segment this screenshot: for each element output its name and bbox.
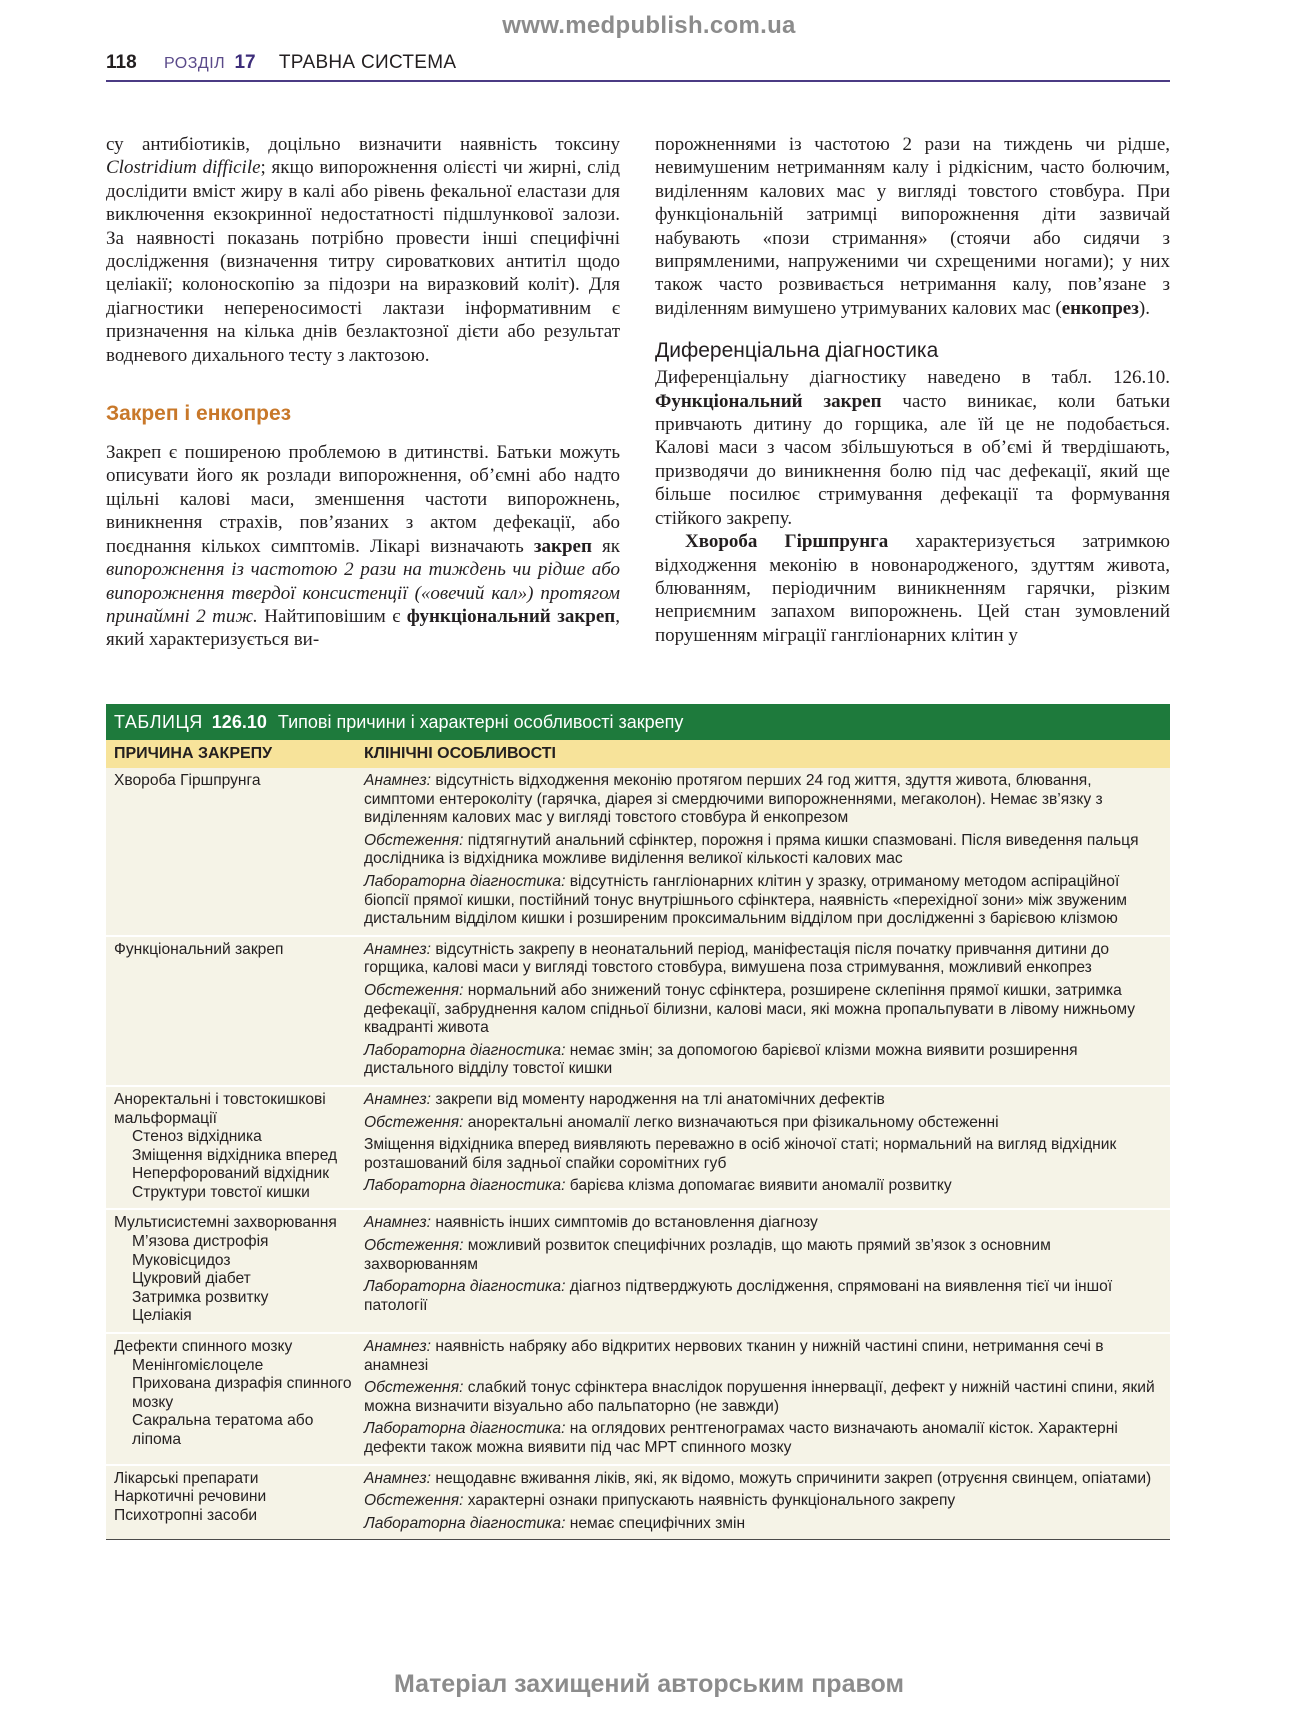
right-paragraph-1: порожненнями із частотою 2 рази на тиждень чи рідше, невимушеним нетриманням калу і рідкісним, часто болючим, виділенням калових мас у вигляді товстого стовбура. При функціональній затримці випорожнення діти зазвичай набувають «пози стримання» (стоячи або сидячи з випрямленими, напруженими чи схрещеними ногами); у них також часто розвивається нетримання калу, пов’язане з виділенням вимушено утримуваних калових мас (енкопрез). xyxy=(655,134,1170,319)
cause-name: Мультисистемні захворювання xyxy=(114,1214,337,1232)
section-title: ТРАВНА СИСТЕМА xyxy=(278,52,457,73)
column-header-cause: ПРИЧИНА ЗАКРЕПУ xyxy=(114,745,273,762)
examination-text: підтягнутий анальний сфінктер, порожня і пряма кишки спазмовані. Після виведення пальця дослідника із відхідника можливе виділення великої кількості калових мас xyxy=(364,831,1139,868)
examination xyxy=(364,1114,1164,1133)
right-column xyxy=(655,133,1170,647)
anamnesis-text: відсутність відходження меконію протягом перших 24 год життя, здуття живота, блювання, симптоми ентероколіту (гарячка, діарея зі смердючими випорожненнями, мегаколон). Немає зв’язку з виділенням калових мас у вигляді товстого стовбура й енкопрезом xyxy=(364,772,1103,827)
cause-name: Аноректальні і товстокишкові мальформації xyxy=(114,1090,326,1127)
features-cell xyxy=(364,1338,1170,1458)
lab-diagnostics-label: Лабораторна діагностика: xyxy=(364,1514,566,1532)
section-number: 17 xyxy=(234,52,256,73)
examination-text: слабкий тонус сфінктера внаслідок порушення іннервації, дефект у нижній частині спини, який можна визначити візуально або пальпаторно (не завжди) xyxy=(364,1379,1155,1415)
examination xyxy=(364,1237,1164,1274)
anamnesis-label: Анамнез: xyxy=(364,1469,432,1487)
lab-diagnostics-label: Лабораторна діагностика: xyxy=(364,1177,566,1195)
anamnesis-label: Анамнез: xyxy=(364,1090,432,1108)
examination-label: Обстеження: xyxy=(364,1237,464,1255)
examination xyxy=(364,1492,1164,1511)
lab-diagnostics xyxy=(364,1177,1164,1196)
examination xyxy=(364,982,1164,1038)
cause-subitem: Неперфорований відхідник xyxy=(132,1165,330,1183)
cause-subitem: М’язова дистрофія xyxy=(132,1233,269,1251)
left-paragraph-2: Закреп є поширеною проблемою в дитинстві. Батьки можуть описувати його як розлади випорожнення, об’ємні або надто щільні калові маси, зменшення частоти випорожнень, виникнення страхів, пов’язаних з актом дефекації, або поєднання кількох симптомів. Лікарі визначають закреп як випорожнення із частотою 2 рази на тиждень чи рідше або випорожнення твердої консистенції («овечий кал») протягом принаймні 2 тиж. Найтиповішим є функціональний закреп, який характеризується ви- xyxy=(106,442,620,651)
anamnesis-label: Анамнез: xyxy=(364,1338,432,1356)
cause-cell xyxy=(106,772,364,929)
anamnesis-label: Анамнез: xyxy=(364,772,432,789)
lab-diagnostics-text: діагноз підтверджують дослідження, спрямовані на виявлення тієї чи іншої патології xyxy=(364,1278,1113,1314)
cause-subitem: Затримка розвитку xyxy=(132,1288,269,1306)
cause-subitem: Зміщення відхідника вперед xyxy=(132,1146,338,1164)
cause-subitem: Прихована дизрафія спинного мозку xyxy=(132,1375,352,1411)
lab-diagnostics-text: немає специфічних змін xyxy=(565,1514,746,1532)
lab-diagnostics-text: відсутність гангліонарних клітин у зразку, отриманому методом аспіраційної біопсії прямої кишки, постійний тонус внутрішнього сфінктера, наявність «перехідної зони» між звуженим дистальним відділом кишки і розширеним проксимальним відділом при дослідженні з барієвою клізмою xyxy=(364,872,1128,928)
lab-diagnostics xyxy=(364,873,1164,929)
page-number: 118 xyxy=(106,52,137,73)
features-cell xyxy=(364,941,1170,1079)
examination-label: Обстеження: xyxy=(364,1113,464,1131)
cause-subitem: Структури товстої кишки xyxy=(132,1183,310,1201)
section-heading-constipation: Закреп і енкопрез xyxy=(106,402,292,426)
lab-diagnostics-text: барієва клізма допомагає виявити аномалії розвитку xyxy=(565,1177,952,1195)
cause-line: Наркотичні речовини xyxy=(114,1488,267,1506)
examination-label: Обстеження: xyxy=(364,831,464,849)
left-column xyxy=(106,133,620,652)
examination-text: характерні ознаки припускають наявність функціонального закрепу xyxy=(463,1492,956,1510)
header-rule xyxy=(106,80,1170,82)
section-label: РОЗДІЛ xyxy=(163,55,226,72)
cause-cell xyxy=(106,1214,364,1326)
table-row xyxy=(106,1332,1170,1464)
anamnesis-text: закрепи від моменту народження на тлі анатомічних дефектів xyxy=(431,1090,885,1108)
lab-diagnostics-label: Лабораторна діагностика: xyxy=(364,1420,566,1438)
cause-line: Психотропні засоби xyxy=(114,1506,258,1524)
lab-diagnostics xyxy=(364,1042,1164,1079)
examination xyxy=(364,832,1164,869)
right-paragraph-3: Хвороба Гіршпрунга характеризується затримкою відходження меконію в новонародженого, здуттям живота, блюванням, періодичним виникненням гарячки, різким неприємним запахом випорожнень. Цей стан зумовлений порушенням міграції гангліонарних клітин у xyxy=(655,531,1170,646)
anamnesis-text: наявність інших симптомів до встановлення діагнозу xyxy=(431,1214,818,1232)
table-row xyxy=(106,1085,1170,1209)
examination xyxy=(364,1379,1164,1416)
running-header xyxy=(106,52,1170,80)
cause-cell xyxy=(106,1470,364,1534)
table-header-row xyxy=(106,740,1170,768)
lab-diagnostics-text: немає змін; за допомогою барієвої клізми можна виявити розширення дистального відділу товстої кишки xyxy=(364,1041,1078,1078)
anamnesis-text: нещодавнє вживання ліків, які, як відомо, можуть спричинити закреп (отруєння свинцем, опіатами) xyxy=(431,1469,1152,1487)
cause-subitem: Цукровий діабет xyxy=(132,1270,251,1288)
cause-cell xyxy=(106,1091,364,1203)
anamnesis xyxy=(364,1214,1164,1233)
table-title: Типові причини і характерні особливості закрепу xyxy=(277,712,684,732)
cause-name: Функціональний закреп xyxy=(114,940,284,958)
lab-diagnostics-text: на оглядових рентгенограмах часто визначають аномалії кісток. Характерні дефекти також можна виявити під час МРТ спинного мозку xyxy=(364,1420,1118,1456)
lab-diagnostics-label: Лабораторна діагностика: xyxy=(364,872,566,890)
anamnesis xyxy=(364,772,1164,828)
features-cell xyxy=(364,1470,1170,1534)
examination-label: Обстеження: xyxy=(364,1379,464,1397)
cause-subitem: Сакральна тератома або ліпома xyxy=(132,1412,314,1448)
cause-subitem: Менінгомієлоцеле xyxy=(132,1356,264,1374)
anamnesis-label: Анамнез: xyxy=(364,1214,432,1232)
right-paragraph-2: Диференціальну діагностику наведено в табл. 126.10. Функціональний закреп часто виникає, коли батьки привчають дитину до горщика, але їй це не подобається. Калові маси з часом збільшуються в об’ємі й твердішають, призводячи до виникнення болю під час дефекації, який ще більше посилює стримування дефекації та формування стійкого закрепу. xyxy=(655,367,1170,529)
examination-label: Обстеження: xyxy=(364,981,464,999)
anamnesis xyxy=(364,1091,1164,1110)
cause-cell xyxy=(106,941,364,1079)
table-row xyxy=(106,768,1170,935)
lab-diagnostics xyxy=(364,1515,1164,1534)
examination-note xyxy=(364,1136,1164,1173)
table-number: 126.10 xyxy=(211,712,267,732)
table-row xyxy=(106,935,1170,1085)
examination-text: можливий розвиток специфічних розладів, що мають прямий зв’язок з основним захворюванням xyxy=(364,1237,1051,1273)
anamnesis-text: наявність набряку або відкритих нервових тканин у нижній частині спини, нетримання сечі в анамнезі xyxy=(364,1338,1104,1374)
anamnesis xyxy=(364,941,1164,978)
anamnesis xyxy=(364,1470,1164,1489)
examination-text: аноректальні аномалії легко визначаються при фізикальному обстеженні xyxy=(463,1113,999,1131)
features-cell xyxy=(364,772,1170,929)
cause-name: Дефекти спинного мозку xyxy=(114,1338,293,1356)
lab-diagnostics-label: Лабораторна діагностика: xyxy=(364,1041,566,1059)
left-paragraph-1: су антибіотиків, доцільно визначити наявність токсину Clostridium difficile; якщо випорожнення олієсті чи жирні, слід дослідити вміст жиру в калі або рівень фекальної еластази для виключення екзокринної недостатності підшлункової залози. За наявності показань потрібно провести інші специфічні дослідження (визначення титру сироваткових антитіл щодо целіакії; колоноскопію за підозри на виразковий коліт). Для діагностики непереносимості лактази інформативним є призначення на кілька днів безлактозної дієти або результат водневого дихального тесту з лактозою. xyxy=(106,134,620,366)
column-header-features: КЛІНІЧНІ ОСОБЛИВОСТІ xyxy=(364,745,556,762)
cause-subitem: Целіакія xyxy=(132,1307,192,1325)
table-row xyxy=(106,1208,1170,1332)
cause-subitem: Муковісцидоз xyxy=(132,1251,231,1269)
examination-label: Обстеження: xyxy=(364,1492,464,1510)
cause-name: Хвороба Гіршпрунга xyxy=(114,772,261,789)
anamnesis xyxy=(364,1338,1164,1375)
examination-note-text: Зміщення відхідника вперед виявляють переважно в осіб жіночої статі; нормальний на вигляд відхідник розташований біля задньої спайки соромітних губ xyxy=(364,1136,1117,1172)
lab-diagnostics-label: Лабораторна діагностика: xyxy=(364,1278,566,1296)
features-cell xyxy=(364,1091,1170,1203)
table-title-bar xyxy=(106,704,1170,740)
site-url-watermark: www.medpublish.com.ua xyxy=(502,12,796,39)
examination-text: нормальний або знижений тонус сфінктера, розширене склепіння прямої кишки, затримка дефекації, забруднення калом спідньої білизни, калові маси, які можна пропальпувати в лівому нижньому квадранті живота xyxy=(364,981,1136,1037)
section-heading-differential: Диференціальна діагностика xyxy=(655,339,939,363)
cause-cell xyxy=(106,1338,364,1458)
copyright-watermark: Матеріал захищений авторським правом xyxy=(394,1670,904,1698)
table-label: ТАБЛИЦЯ xyxy=(114,712,203,732)
cause-subitem: Стеноз відхідника xyxy=(132,1128,262,1146)
features-cell xyxy=(364,1214,1170,1326)
table-row xyxy=(106,1464,1170,1540)
table-body xyxy=(106,768,1170,1540)
lab-diagnostics xyxy=(364,1420,1164,1457)
anamnesis-label: Анамнез: xyxy=(364,940,432,958)
anamnesis-text: відсутність закрепу в неонатальний період, маніфестація після початку привчання дитини до горщика, калові маси у вигляді товстого стовбура, вимушена поза стримування, можливий енкопрез xyxy=(364,940,1110,977)
table-126-10 xyxy=(106,704,1170,1540)
lab-diagnostics xyxy=(364,1278,1164,1315)
cause-name: Лікарські препарати xyxy=(114,1469,259,1487)
